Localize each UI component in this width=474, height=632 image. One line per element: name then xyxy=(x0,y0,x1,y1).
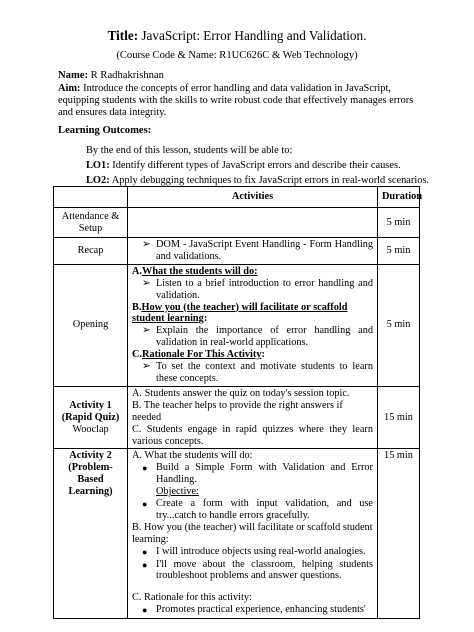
arrow-icon: ➢ xyxy=(142,277,151,289)
header-duration: Duration xyxy=(378,187,420,208)
activity2-objective xyxy=(132,486,373,498)
attendance-activities xyxy=(128,208,378,238)
table-header-row xyxy=(54,187,420,208)
activity2-b-item1 xyxy=(132,546,373,559)
activity1-duration: 15 min xyxy=(378,386,420,449)
bullet-icon: ● xyxy=(142,499,148,510)
aim-paragraph xyxy=(58,83,423,118)
aim-text: Introduce the concepts of error handling and data validation in JavaScript, equipping students with the skills to write robust code that effectively manages errors and ensures data integrity. xyxy=(58,83,414,118)
opening-b-item xyxy=(132,325,373,349)
course-line: (Course Code & Name: R1UC626C & Web Technology) xyxy=(116,50,358,61)
arrow-icon: ➢ xyxy=(142,239,151,250)
activity1-activities xyxy=(128,386,378,449)
opening-b-item-text: Explain the importance of error handling and validation in real-world applications. xyxy=(156,325,373,349)
table-row-opening xyxy=(54,264,420,386)
activity2-a-item xyxy=(132,462,373,486)
activity2-title: Activity 2 xyxy=(69,450,112,462)
document-title xyxy=(0,28,474,44)
activity2-spacer xyxy=(132,582,373,592)
bullet-icon: ● xyxy=(142,546,148,557)
activity1-label xyxy=(54,386,128,449)
activity2-a-item-text: Build a Simple Form with Validation and Error Handling. xyxy=(156,462,373,486)
name-label: Name: xyxy=(58,70,89,81)
activity2-b-item2-text: I'll move about the classroom, helping students troubleshoot problems and answer questions. xyxy=(156,558,373,582)
learning-outcome-1 xyxy=(86,160,401,171)
activity1-subtitle: (Rapid Quiz) xyxy=(61,411,120,423)
lesson-plan-table xyxy=(53,186,423,619)
title-prefix: Title: xyxy=(107,28,139,43)
lo2-text: Apply debugging techniques to fix JavaScript errors in real-world scenarios. xyxy=(109,175,430,186)
recap-duration: 5 min xyxy=(378,238,420,265)
arrow-icon: ➢ xyxy=(142,325,151,337)
table-row-recap xyxy=(54,238,420,265)
activity2-objective-item xyxy=(132,498,373,522)
title-text: JavaScript: Error Handling and Validation. xyxy=(138,28,367,43)
aim-label: Aim: xyxy=(58,83,81,94)
activity1-line-c: C. Students engage in rapid quizzes where they learn various concepts. xyxy=(132,423,373,447)
opening-c-prefix: C. xyxy=(132,349,143,361)
activity2-subtitle: (Problem-Based Learning) xyxy=(68,462,113,498)
activity2-objective-item-text: Create a form with input validation, and use try...catch to handle errors gracefully. xyxy=(156,498,373,521)
activity1-tool: Wooclap xyxy=(72,423,109,435)
opening-c-item xyxy=(132,361,373,385)
activity1-line-b: B. The teacher helps to provide the right answers if needed xyxy=(132,399,343,423)
recap-item-text: DOM - JavaScript Event Handling - Form Handling and validations. xyxy=(156,239,373,262)
activity2-objective-text: Objective: xyxy=(156,486,199,498)
name-value: R Radhakrishnan xyxy=(88,70,164,81)
opening-label: Opening xyxy=(54,264,128,386)
attendance-label: Attendance & Setup xyxy=(54,208,128,238)
table-row-activity1 xyxy=(54,386,420,449)
learning-outcome-2 xyxy=(86,175,429,186)
opening-activities xyxy=(128,264,378,386)
opening-c-heading xyxy=(132,349,373,361)
activity2-c-line: C. Rationale for this activity: xyxy=(132,592,252,604)
activity2-label xyxy=(54,449,128,619)
lo1-text: Identify different types of JavaScript errors and describe their causes. xyxy=(109,160,401,171)
attendance-duration: 5 min xyxy=(378,208,420,238)
opening-a-item-text: Listen to a brief introduction to error handling and validation. xyxy=(156,277,373,301)
opening-a-prefix: A. xyxy=(132,265,143,277)
opening-b-prefix: B. xyxy=(132,301,142,313)
recap-label: Recap xyxy=(54,238,128,265)
name-line xyxy=(58,70,164,81)
opening-b-heading xyxy=(132,302,373,326)
header-activities: Activities xyxy=(128,187,378,208)
opening-c-item-text: To set the context and motivate students to learn these concepts. xyxy=(156,361,373,384)
activity2-b-item1-text: I will introduce objects using real-world analogies. xyxy=(156,545,366,557)
table-row-attendance xyxy=(54,208,420,238)
activity1-line-a: A. Students answer the quiz on today's session topic. xyxy=(132,387,350,399)
table-row-activity2 xyxy=(54,449,420,619)
bullet-icon: ● xyxy=(142,559,148,570)
opening-c-colon: : xyxy=(261,349,265,361)
opening-b-heading-text: How you (the teacher) will facilitate or scaffold student learning xyxy=(132,301,348,325)
bullet-icon: ● xyxy=(142,605,148,616)
arrow-icon: ➢ xyxy=(142,361,151,373)
activity2-activities xyxy=(128,449,378,619)
bullet-icon: ● xyxy=(142,463,148,474)
activity2-b-line: B. How you (the teacher) will facilitate or scaffold student learning: xyxy=(132,521,373,545)
opening-b-colon: : xyxy=(203,313,208,325)
recap-item xyxy=(132,239,373,263)
activity2-a-line: A. What the students will do: xyxy=(132,450,253,462)
recap-activities xyxy=(128,238,378,265)
learning-outcomes-heading: Learning Outcomes: xyxy=(58,125,152,136)
activity2-b-item2 xyxy=(132,559,373,583)
opening-a-heading-text: What the students will do: xyxy=(142,265,258,277)
lo2-label: LO2: xyxy=(86,175,110,186)
opening-duration: 5 min xyxy=(378,264,420,386)
learning-outcomes-intro: By the end of this lesson, students will be able to: xyxy=(86,145,293,156)
activity2-c-item-text: Promotes practical experience, enhancing students' xyxy=(156,604,366,616)
activity1-title: Activity 1 xyxy=(69,399,112,411)
lo1-label: LO1: xyxy=(86,160,110,171)
header-blank xyxy=(54,187,128,208)
activity2-duration: 15 min xyxy=(378,449,420,619)
opening-a-heading xyxy=(132,266,373,278)
opening-a-item xyxy=(132,278,373,302)
opening-c-heading-text: Rationale For This Activity xyxy=(142,349,262,361)
activity2-c-item xyxy=(132,604,373,617)
